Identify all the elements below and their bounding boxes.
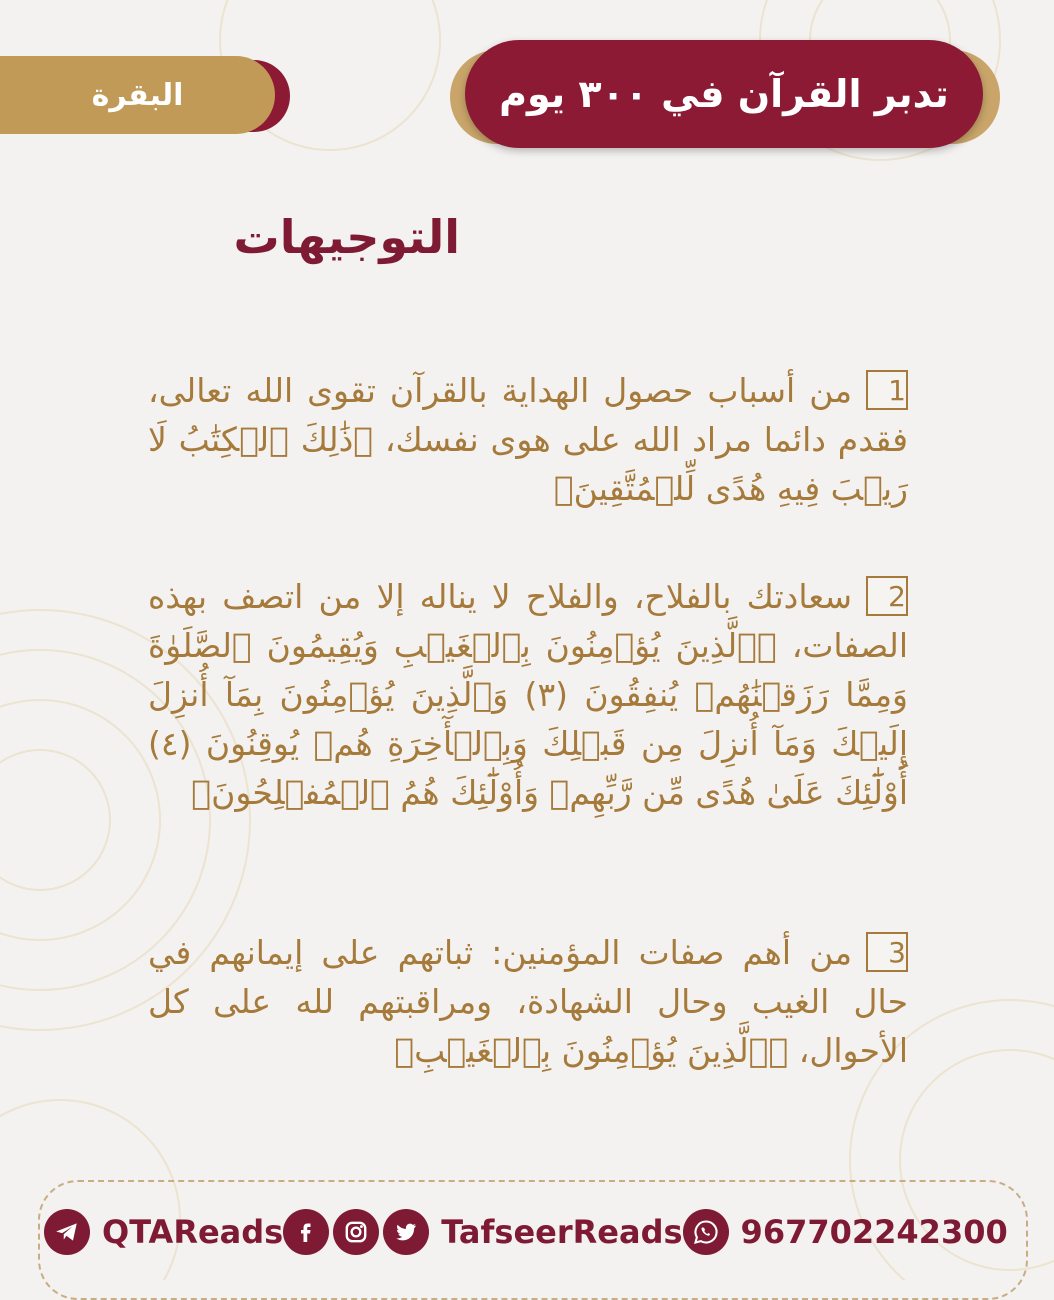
facebook-icon[interactable]	[283, 1209, 329, 1255]
point-3	[148, 928, 908, 1075]
point-number: 3	[866, 932, 908, 972]
telegram-contact[interactable]	[44, 1209, 283, 1255]
point-number: 2	[866, 576, 908, 616]
point-text: سعادتك بالفلاح، والفلاح لا يناله إلا من اتصف بهذه الصفات، ﴿ٱلَّذِينَ يُؤۡمِنُونَ بِٱلۡغَيۡبِ وَيُقِيمُونَ ٱلصَّلَوٰةَ وَمِمَّا رَزَقۡنَٰهُمۡ يُنفِقُونَ (٣) وَٱلَّذِينَ يُؤۡمِنُونَ بِمَآ أُنزِلَ إِلَيۡكَ وَمَآ أُنزِلَ مِن قَبۡلِكَ وَبِٱلۡأٓخِرَةِ هُمۡ يُوقِنُونَ (٤) أُوْلَٰٓئِكَ عَلَىٰ هُدًى مِّن رَّبِّهِمۡ وَأُوْلَٰٓئِكَ هُمُ ٱلۡمُفۡلِحُونَ﴾	[148, 577, 908, 812]
telegram-icon	[44, 1209, 90, 1255]
instagram-icon[interactable]	[333, 1209, 379, 1255]
social-contact[interactable]	[283, 1209, 682, 1255]
whatsapp-number: 967702242300	[740, 1213, 1008, 1251]
title-banner	[465, 40, 983, 148]
telegram-handle: QTAReads	[102, 1213, 284, 1251]
footer	[44, 1204, 1008, 1260]
point-2	[148, 572, 908, 817]
point-text: من أسباب حصول الهداية بالقرآن تقوى الله تعالى، فقدم دائما مراد الله على هوى نفسك، ﴿ذَٰلِكَ ٱلۡكِتَٰبُ لَا رَيۡبَ فِيهِ هُدًى لِّلۡمُتَّقِينَ﴾	[148, 371, 908, 508]
section-title: التوجيهات	[233, 210, 460, 264]
twitter-icon[interactable]	[383, 1209, 429, 1255]
whatsapp-contact[interactable]	[683, 1209, 1008, 1255]
whatsapp-icon	[683, 1209, 729, 1255]
social-handle: TafseerReads	[441, 1213, 683, 1251]
point-1	[148, 366, 908, 513]
surah-banner	[0, 56, 275, 134]
point-text: من أهم صفات المؤمنين: ثباتهم على إيمانهم في حال الغيب وحال الشهادة، ومراقبتهم لله على كل الأحوال، ﴿ٱلَّذِينَ يُؤۡمِنُونَ بِٱلۡغَيۡبِ﴾	[148, 933, 908, 1070]
point-number: 1	[866, 370, 908, 410]
page-title: تدبر القرآن في ٣٠٠ يوم	[499, 72, 949, 116]
surah-name: البقرة	[91, 77, 184, 113]
